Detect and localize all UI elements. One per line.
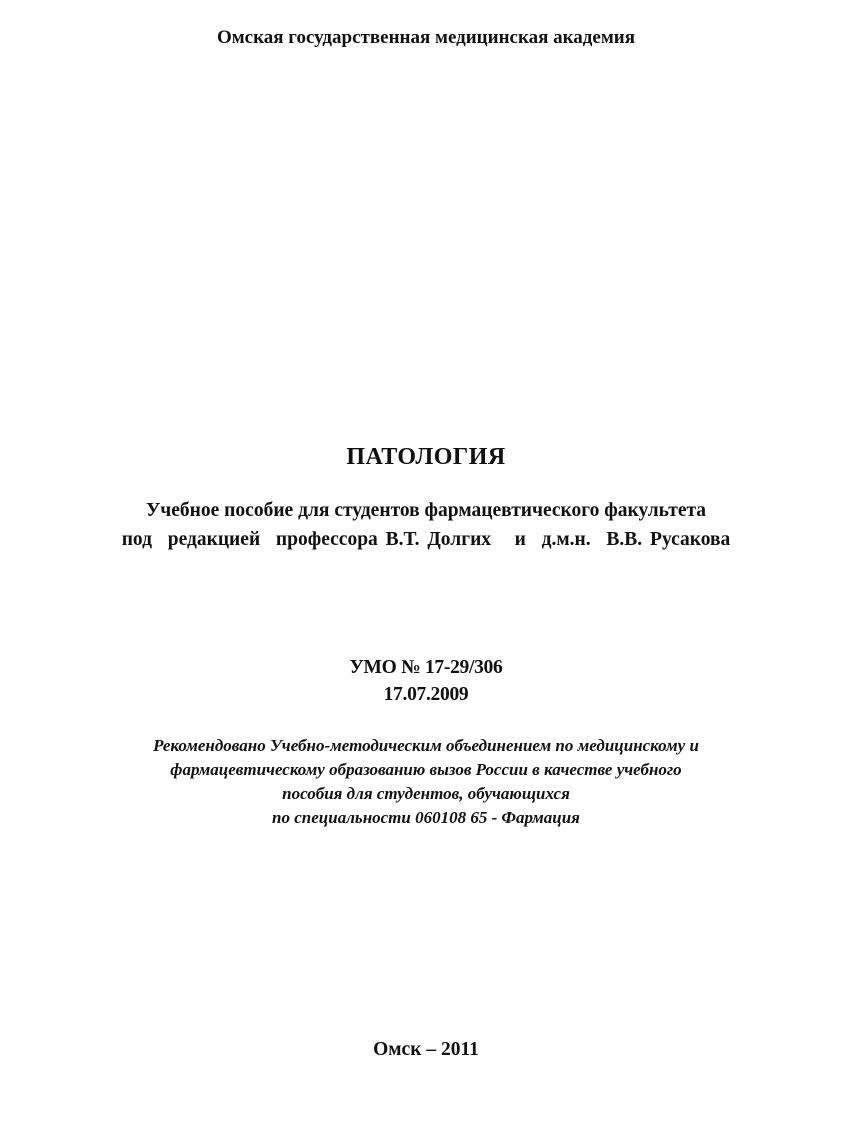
document-title: ПАТОЛОГИЯ <box>346 444 506 470</box>
recommendation-line: фармацевтическому образованию вызов России в качестве учебного <box>170 760 682 779</box>
umo-number: УМО № 17-29/306 <box>349 657 503 678</box>
editors-line: под редакцией профессора В.Т. Долгих и д.м.н. В.В. Русакова <box>121 529 731 550</box>
recommendation-line: пособия для студентов, обучающихся <box>282 784 570 803</box>
umo-date: 17.07.2009 <box>383 684 469 705</box>
place-and-year: Омск – 2011 <box>373 1039 479 1060</box>
subtitle-line: Учебное пособие для студентов фармацевтического факультета <box>145 500 707 521</box>
institution-name: Омская государственная медицинская академия <box>216 27 636 48</box>
recommendation-line: Рекомендовано Учебно-методическим объединением по медицинскому и <box>153 736 699 755</box>
recommendation-line: по специальности 060108 65 - Фармация <box>272 808 580 827</box>
